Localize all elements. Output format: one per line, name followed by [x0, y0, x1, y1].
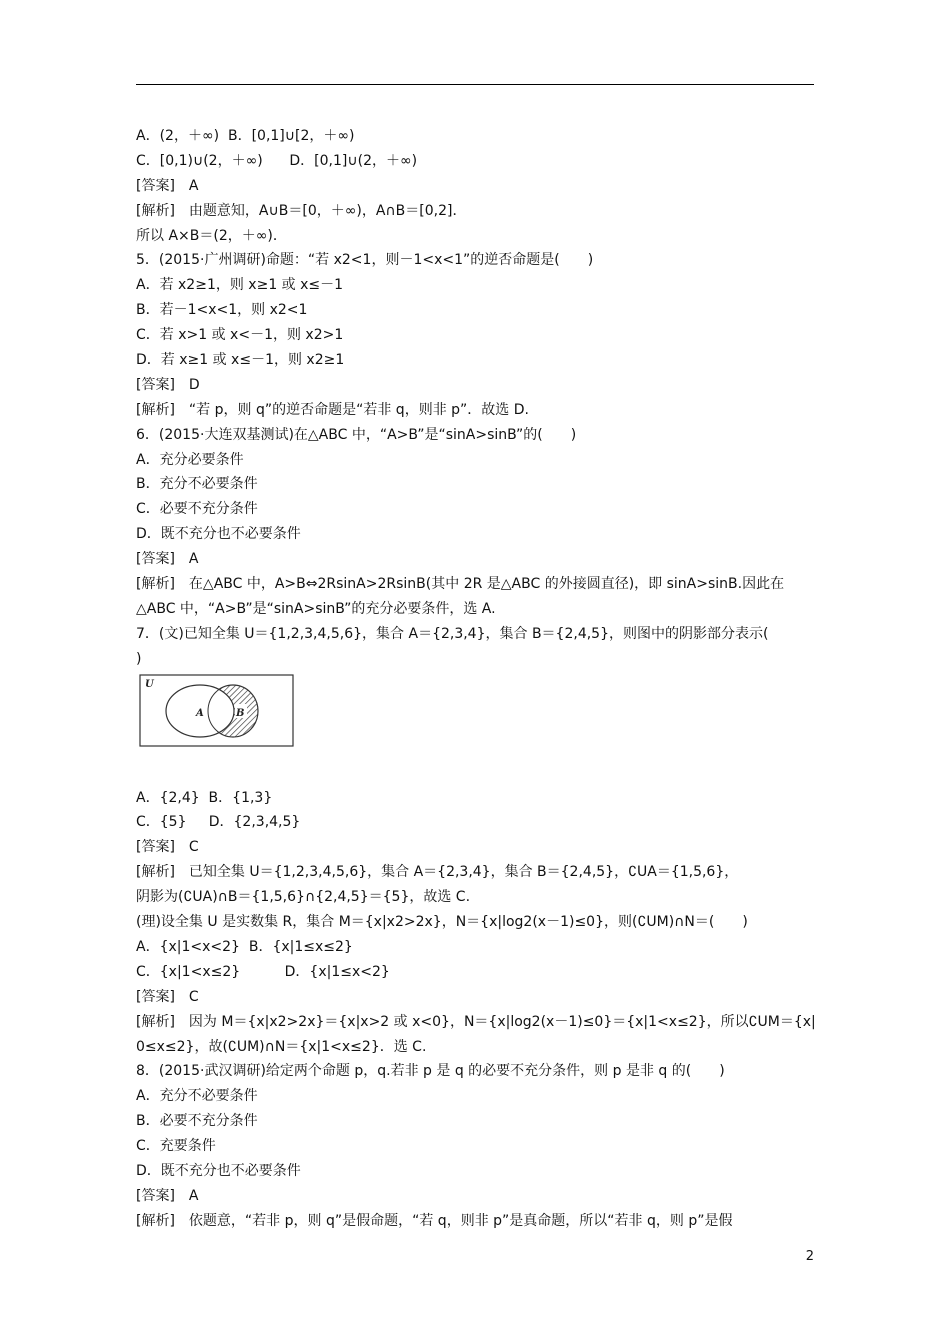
text-line: (理)设全集 U 是实数集 R，集合 M＝{x|x2>2x}，N＝{x|log2(x－1)≤0}，则(∁UM)∩N＝( ) [136, 914, 748, 931]
text-line: D．既不充分也不必要条件 [136, 526, 301, 543]
text-line: 5．(2015·广州调研)命题：“若 x2<1，则－1<x<1”的逆否命题是( ) [136, 252, 594, 269]
text-line: 0≤x≤2}，故(∁UM)∩N＝{x|1<x≤2}．选 C. [136, 1038, 427, 1055]
text-line: [答案] C [136, 839, 199, 856]
text-line: A．{x|1<x<2} B．{x|1≤x≤2} [136, 938, 353, 955]
text-line: A．充分不必要条件 [136, 1088, 258, 1105]
universe-label: U [145, 678, 154, 690]
set-a-label: A [196, 707, 204, 719]
text-line: A．{2,4} B．{1,3} [136, 789, 273, 806]
text-line: 阴影为(∁UA)∩B＝{1,5,6}∩{2,4,5}＝{5}，故选 C. [136, 889, 471, 906]
text-line: 6．(2015·大连双基测试)在△ABC 中，“A>B”是“sinA>sinB”的( ) [136, 426, 577, 443]
text-line: ) [136, 650, 142, 667]
text-line: C．{5} D．{2,3,4,5} [136, 814, 301, 831]
text-line: [解析] “若 p，则 q”的逆否命题是“若非 q，则非 p”．故选 D. [136, 401, 529, 418]
text-line: B．充分不必要条件 [136, 476, 258, 493]
text-line: [解析] 依题意，“若非 p，则 q”是假命题，“若 q，则非 p”是真命题，所以“若非 q，则 p”是假 [136, 1212, 733, 1229]
text-line: C．[0,1)∪(2，＋∞) D．[0,1]∪(2，＋∞) [136, 152, 418, 169]
venn-figure [136, 672, 816, 786]
text-line: A．充分必要条件 [136, 451, 244, 468]
text-line: △ABC 中，“A>B”是“sinA>sinB”的充分必要条件，选 A. [136, 600, 496, 617]
text-line: [解析] 在△ABC 中，A>B⇔2RsinA>2RsinB(其中 2R 是△ABC 的外接圆直径)，即 sinA>sinB.因此在 [136, 576, 785, 593]
text-line: [解析] 由题意知，A∪B＝[0，＋∞)，A∩B＝[0,2]． [136, 202, 467, 219]
text-line: D．既不充分也不必要条件 [136, 1162, 301, 1179]
text-block-top [136, 124, 816, 672]
text-line: 8．(2015·武汉调研)给定两个命题 p，q.若非 p 是 q 的必要不充分条件，则 p 是非 q 的( ) [136, 1063, 725, 1080]
venn-diagram [139, 674, 295, 748]
text-line: [答案] A [136, 1187, 199, 1204]
text-line: C．{x|1<x≤2} D．{x|1≤x<2} [136, 963, 390, 980]
header-rule [136, 84, 814, 85]
text-line: [答案] A [136, 551, 199, 568]
set-b-label: B [236, 707, 245, 719]
text-line: B．若－1<x<1，则 x2<1 [136, 302, 308, 319]
text-line: A．若 x2≥1，则 x≥1 或 x≤－1 [136, 277, 344, 294]
text-line: 所以 A×B＝(2，＋∞)． [136, 227, 287, 244]
text-line: 7．(文)已知全集 U＝{1,2,3,4,5,6}，集合 A＝{2,3,4}，集合 B＝{2,4,5}，则图中的阴影部分表示( [136, 625, 769, 642]
text-block-bottom [136, 786, 816, 1234]
text-line: [答案] C [136, 988, 199, 1005]
text-line: [答案] D [136, 376, 200, 393]
text-line: B．必要不充分条件 [136, 1113, 258, 1130]
text-line: [解析] 因为 M＝{x|x2>2x}＝{x|x>2 或 x<0}，N＝{x|log2(x－1)≤0}＝{x|1<x≤2}，所以∁UM＝{x| [136, 1013, 816, 1030]
text-line: C．必要不充分条件 [136, 501, 258, 518]
page-number: 2 [805, 1249, 814, 1264]
text-line: C．若 x>1 或 x<－1，则 x2>1 [136, 327, 344, 344]
text-line: C．充要条件 [136, 1138, 216, 1155]
text-line: A．(2，＋∞) B．[0,1]∪[2，＋∞) [136, 128, 355, 144]
page-content [136, 124, 816, 1234]
text-line: [答案] A [136, 177, 199, 194]
text-line: D．若 x≥1 或 x≤－1，则 x2≥1 [136, 352, 345, 369]
text-line: [解析] 已知全集 U＝{1,2,3,4,5,6}，集合 A＝{2,3,4}，集合 B＝{2,4,5}，∁UA＝{1,5,6}， [136, 864, 739, 881]
